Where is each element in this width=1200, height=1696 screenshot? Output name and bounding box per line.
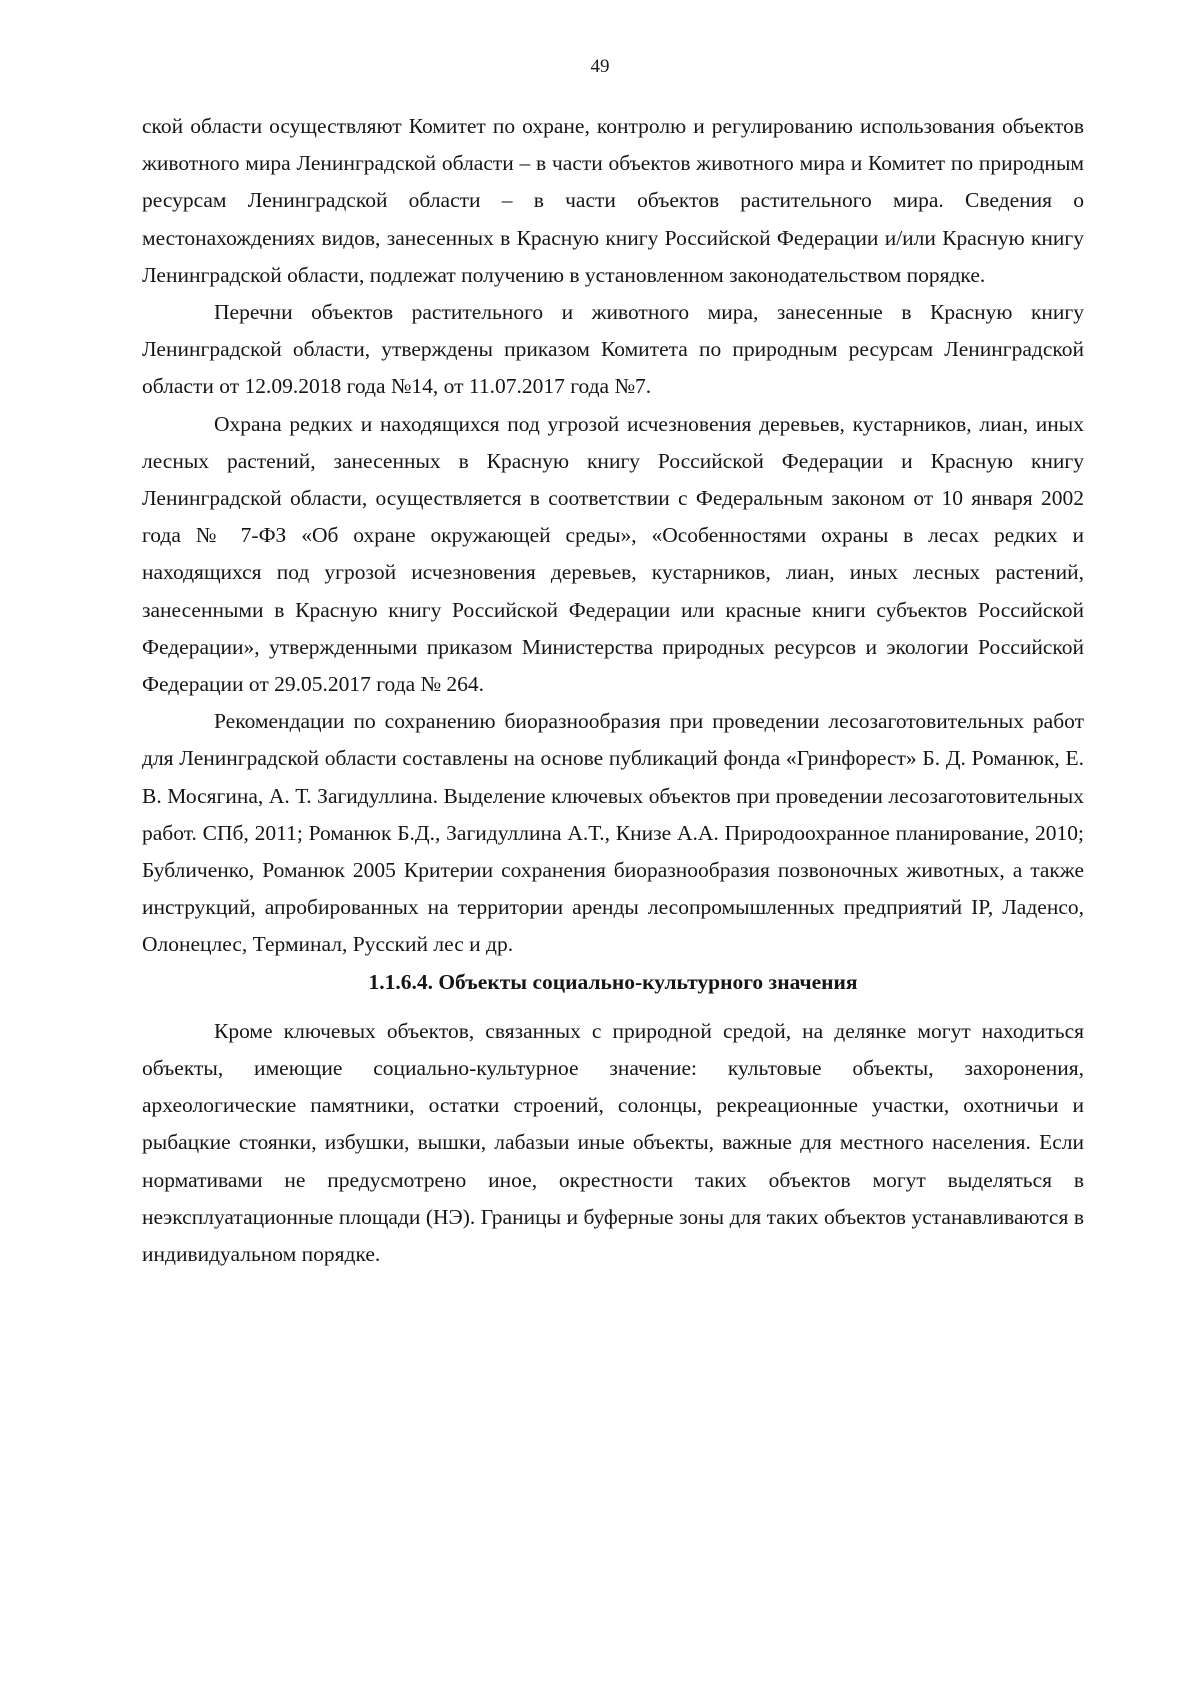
paragraph-social-cultural-objects: Кроме ключевых объектов, связанных с природной средой, на делянке могут находиться объекты, имеющие социально-культурное значение: культовые объекты, захоронения, археологические памятники, остатки строений, солонцы, рекреационные участки, охотничьи и рыбацкие стоянки, избушки, вышки, лабазыи иные объекты, важные для местного населения. Если нормативами не предусмотрено иное, окрестности таких объектов могут выделяться в неэксплуатационные площади (НЭ). Границы и буферные зоны для таких объектов устанавливаются в индивидуальном порядке. [142,1018,1084,1267]
paragraph-biodiversity-recommendations: Рекомендации по сохранению биоразнообразия при проведении лесозаготовительных работ для Ленинградской области составлены на основе публикаций фонда «Гринфорест» Б. Д. Романюк, Е. В. Мосягина, А. Т. Загидуллина. Выделение ключевых объектов при проведении лесозаготовительных работ. СПб, 2011; Романюк Б.Д., Загидуллина А.Т., Книзе А.А. Природоохранное планирование, 2010; Бубличенко, Романюк 2005 Критерии сохранения биоразнообразия позвоночных животных, а также инструкций, апробированных на территории аренды лесопромышленных предприятий IP, Ладенсо, Олонецлес, Терминал, Русский лес и др. [142,709,1084,957]
paragraph-continuation: ской области осуществляют Комитет по охране, контролю и регулированию использования объектов животного мира Ленинградской области – в части объектов животного мира и Комитет по природным ресурсам Ленинградской области – в части объектов растительного мира. Сведения о местонахождениях видов, занесенных в Красную книгу Российской Федерации и/или Красную книгу Ленинградской области, подлежат получению в установленном законодательством порядке. [142,114,1084,287]
paragraph-red-book-lists: Перечни объектов растительного и животного мира, занесенные в Красную книгу Ленинградской области, утверждены приказом Комитета по природным ресурсам Ленинградской области от 12.09.2018 года №14, от 11.07.2017 года №7. [142,300,1084,399]
paragraph-protection-rare-species: Охрана редких и находящихся под угрозой исчезновения деревьев, кустарников, лиан, иных лесных растений, занесенных в Красную книгу Российской Федерации и Красную книгу Ленинградской области, осуществляется в соответствии с Федеральным законом от 10 января 2002 года № 7-ФЗ «Об охране окружающей среды», «Особенностями охраны в лесах редких и находящихся под угрозой исчезновения деревьев, кустарников, лиан, иных лесных растений, занесенными в Красную книгу Российской Федерации или красные книги субъектов Российской Федерации», утвержденными приказом Министерства природных ресурсов и экологии Российской Федерации от 29.05.2017 года № 264. [142,411,1084,697]
page-number: 49 [590,56,610,77]
document-body [142,108,1084,1273]
section-heading: 1.1.6.4. Объекты социально-культурного значения [368,969,858,994]
